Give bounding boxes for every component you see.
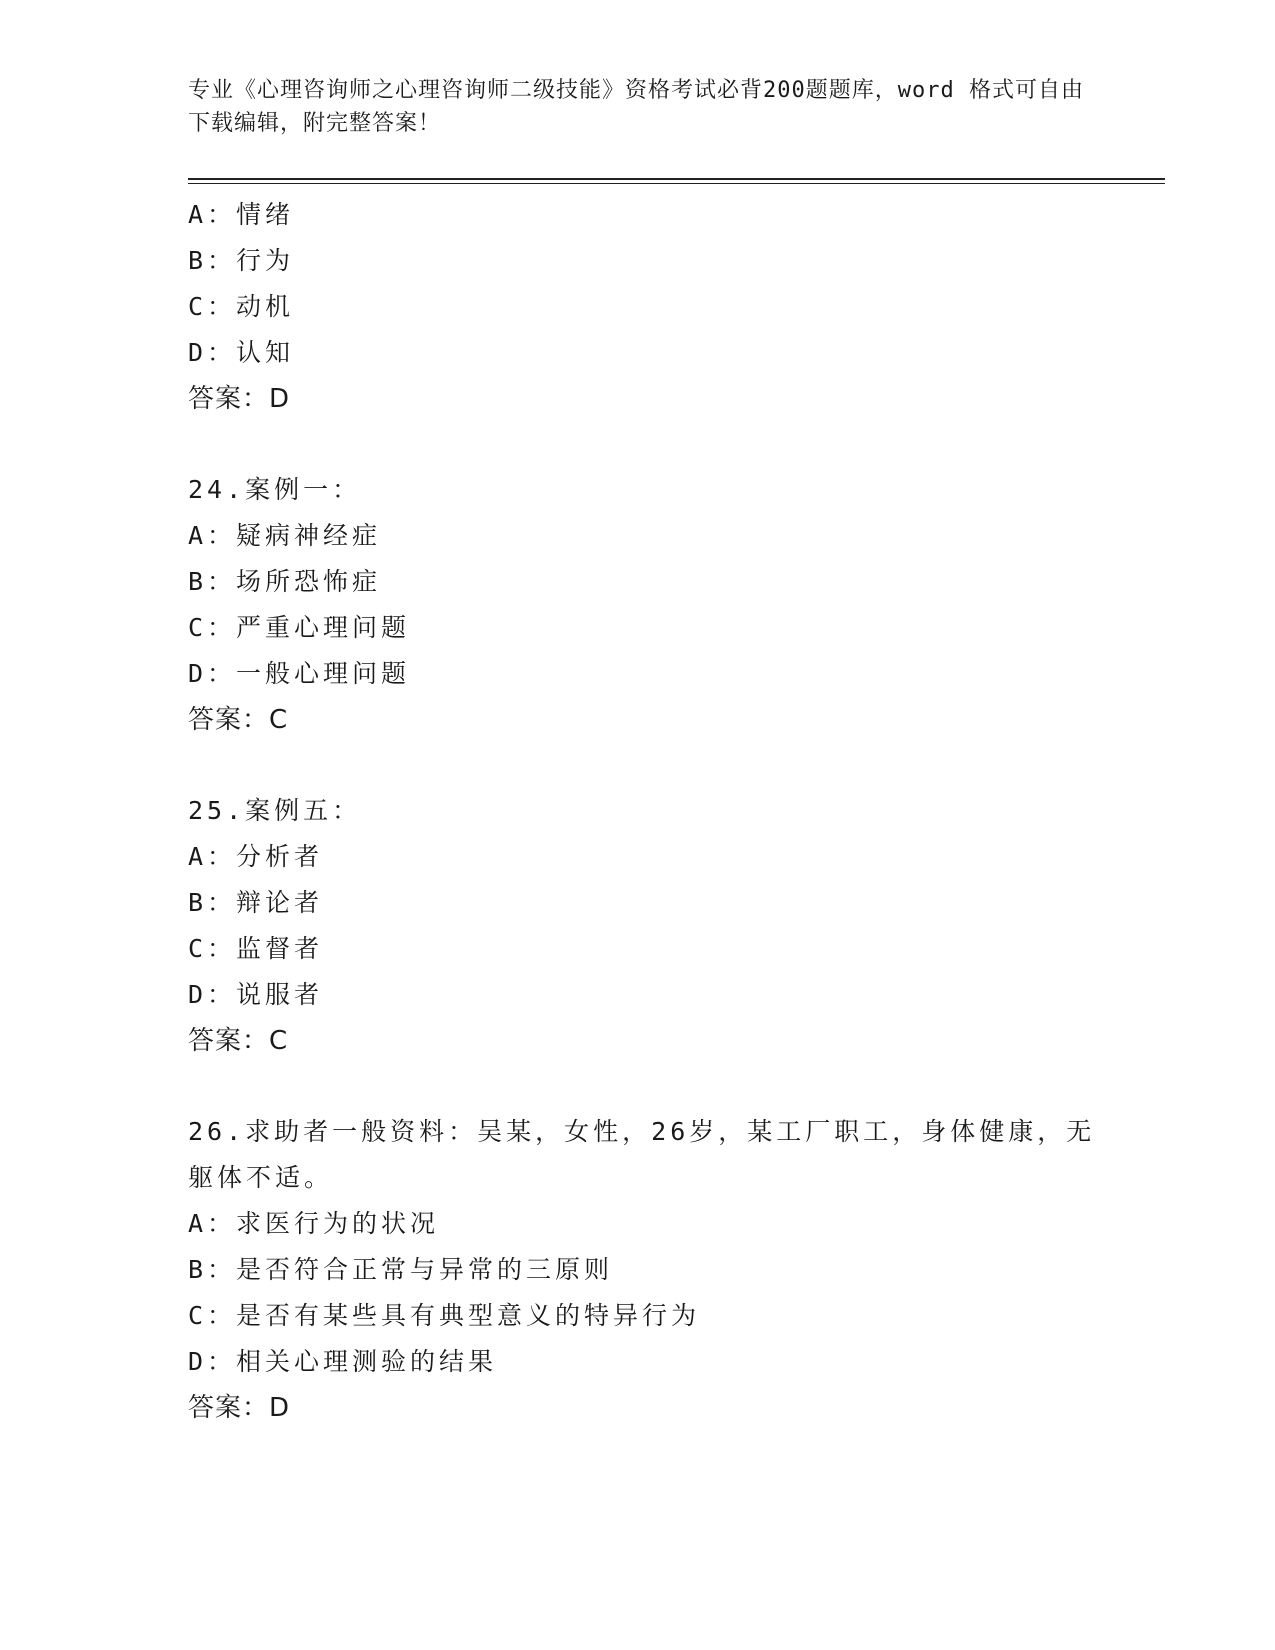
question-25 — [188, 788, 1108, 1064]
question-23 — [188, 192, 1108, 422]
option-d: D：说服者 — [188, 980, 324, 1009]
option-d: D：认知 — [188, 338, 295, 367]
spacer — [188, 1064, 1108, 1109]
option-d: D：相关心理测验的结果 — [188, 1347, 498, 1376]
option-b: B：是否符合正常与异常的三原则 — [188, 1255, 614, 1284]
answer-line: 答案：D — [188, 1393, 291, 1423]
question-list — [188, 192, 1108, 1431]
option-d: D：一般心理问题 — [188, 659, 411, 688]
option-b: B：场所恐怖症 — [188, 567, 382, 596]
header-divider-thin — [188, 183, 1165, 184]
option-a: A：求医行为的状况 — [188, 1209, 440, 1238]
option-c: C：动机 — [188, 292, 295, 321]
question-stem: 24.案例一： — [188, 475, 362, 504]
option-c: C：是否有某些具有典型意义的特异行为 — [188, 1301, 701, 1330]
answer-line: 答案：C — [188, 1026, 289, 1056]
option-c: C：监督者 — [188, 934, 324, 963]
answer-line: 答案：C — [188, 705, 289, 735]
document-header: 专业《心理咨询师之心理咨询师二级技能》资格考试必背200题题库，word 格式可自由下载编辑，附完整答案！ — [188, 78, 1084, 136]
answer-line: 答案：D — [188, 384, 291, 414]
spacer — [188, 422, 1108, 467]
question-26 — [188, 1109, 1108, 1431]
option-b: B：行为 — [188, 246, 295, 275]
option-b: B：辩论者 — [188, 888, 324, 917]
spacer — [188, 743, 1108, 788]
option-a: A：疑病神经症 — [188, 521, 382, 550]
question-stem: 25.案例五： — [188, 796, 362, 825]
option-a: A：情绪 — [188, 200, 295, 229]
question-24 — [188, 467, 1108, 743]
header-divider-thick — [188, 178, 1165, 180]
option-c: C：严重心理问题 — [188, 613, 411, 642]
question-stem: 26.求助者一般资料：吴某，女性，26岁，某工厂职工，身体健康，无躯体不适。 — [188, 1117, 1096, 1192]
option-a: A：分析者 — [188, 842, 324, 871]
